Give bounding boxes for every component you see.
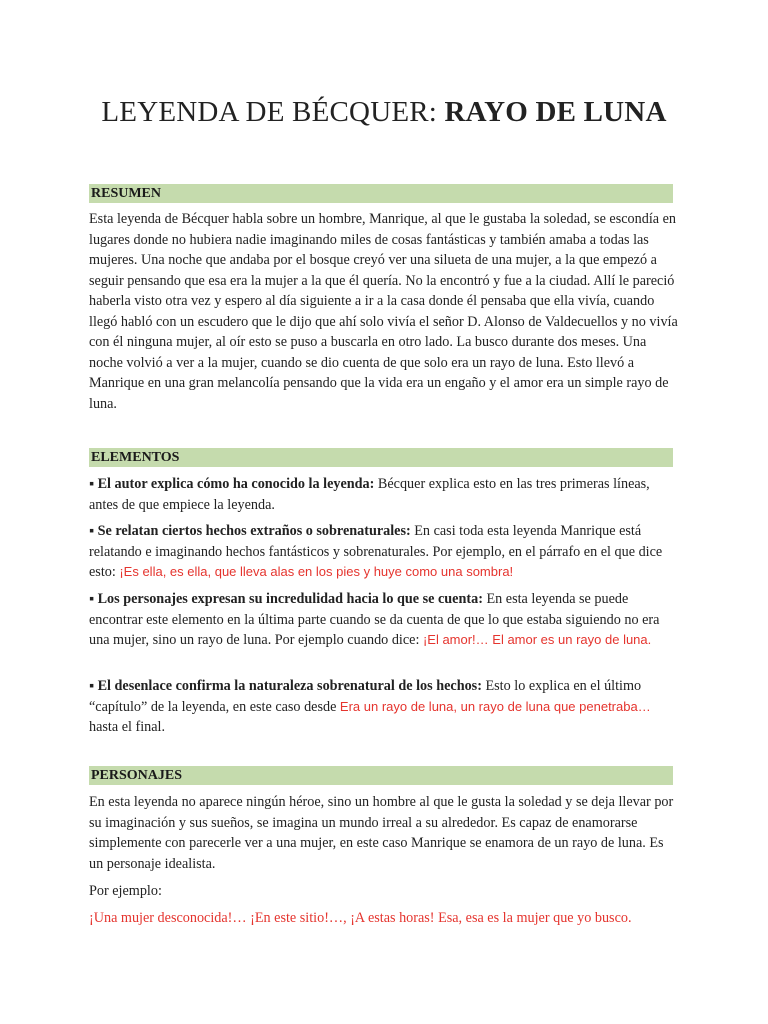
bullet-icon: ▪ (89, 476, 98, 492)
elemento-item (89, 474, 679, 515)
section-heading-personajes: PERSONAJES (89, 766, 673, 785)
bullet-icon: ▪ (89, 591, 98, 607)
elemento-item (89, 589, 679, 651)
example-label: Por ejemplo: (89, 883, 162, 899)
elemento-item (89, 521, 679, 583)
elemento-quote: ¡Es ella, es ella, que lleva alas en los pies y huye como una sombra! (119, 564, 514, 579)
title-normal: LEYENDA DE BÉCQUER: (101, 96, 445, 128)
resumen-paragraph: Esta leyenda de Bécquer habla sobre un hombre, Manrique, al que le gustaba la soledad, se escondía en lugares donde no hubiera nadie imaginando miles de cosas fantásticas y también amaba a todas las mujeres. Una noche que andaba por el bosque creyó ver una silueta de una mujer, a la que empezó a seguir pensando que esa era la mujer a la que él quería. No la encontró y fue a la ciudad. Allí le pareció haberla visto otra vez y espero al día siguiente a ir a la casa donde él pensaba que ella vivía, cuando llegó habló con un escudero que le dijo que ahí solo vivía el señor D. Alonso de Valdecuellos y no vivía con él ninguna mujer, al oír esto se puso a buscarla en otro lado. La busco durante dos meses. Una noche volvió a ver a la mujer, cuando se dio cuenta de que solo era un rayo de luna. Esto llevó a Manrique en una gran melancolía pensando que la vida era un engaño y el amor era un simple rayo de luna. (89, 211, 678, 412)
elemento-quote: Era un rayo de luna, un rayo de luna que penetraba… (339, 698, 651, 714)
elemento-text: En esta leyenda se puede encontrar este elemento en la última parte cuando se da cuenta de que lo que estaba siguiendo no era una mujer, sino un rayo de luna. Por ejemplo cuando dice: (89, 591, 660, 648)
elemento-text: Esto lo explica en el último “capítulo” de la leyenda, en este caso desde (89, 678, 642, 715)
section-heading-resumen: RESUMEN (89, 184, 673, 203)
elemento-label: Se relatan ciertos hechos extraños o sobrenaturales: (97, 523, 411, 539)
title-bold: RAYO DE LUNA (444, 96, 667, 128)
bullet-icon: ▪ (89, 523, 98, 539)
elemento-text: Bécquer explica esto en las tres primeras líneas, antes de que empiece la leyenda. (89, 476, 650, 513)
elemento-item (89, 676, 679, 738)
elemento-label: El desenlace confirma la naturaleza sobrenatural de los hechos: (97, 678, 482, 694)
elemento-label: Los personajes expresan su incredulidad hacia lo que se cuenta: (97, 591, 483, 607)
elemento-label: El autor explica cómo ha conocido la leyenda: (97, 476, 375, 492)
example-quote: ¡Una mujer desconocida!… ¡En este sitio!…, ¡A estas horas! Esa, esa es la mujer que yo busco. (89, 910, 632, 926)
elemento-text: En casi toda esta leyenda Manrique está relatando e imaginando hechos fantásticos y sobrenaturales. Por ejemplo, en el párrafo en el que dice esto: (89, 523, 663, 580)
section-heading-elementos: ELEMENTOS (89, 448, 673, 467)
elemento-quote: ¡El amor!… El amor es un rayo de luna. (422, 632, 652, 647)
page-title (0, 96, 768, 129)
bullet-icon: ▪ (89, 678, 98, 694)
personajes-paragraph: En esta leyenda no aparece ningún héroe, sino un hombre al que le gusta la soledad y se deja llevar por su imaginación y sus sueños, se imagina un mundo irreal a su alrededor. Es capaz de enamorarse simplemente con parecerle ver a una mujer, en este caso Manrique se enamora de un rayo de luna. Es un personaje idealista. (89, 794, 674, 872)
elemento-text-after: hasta el final. (89, 719, 166, 735)
